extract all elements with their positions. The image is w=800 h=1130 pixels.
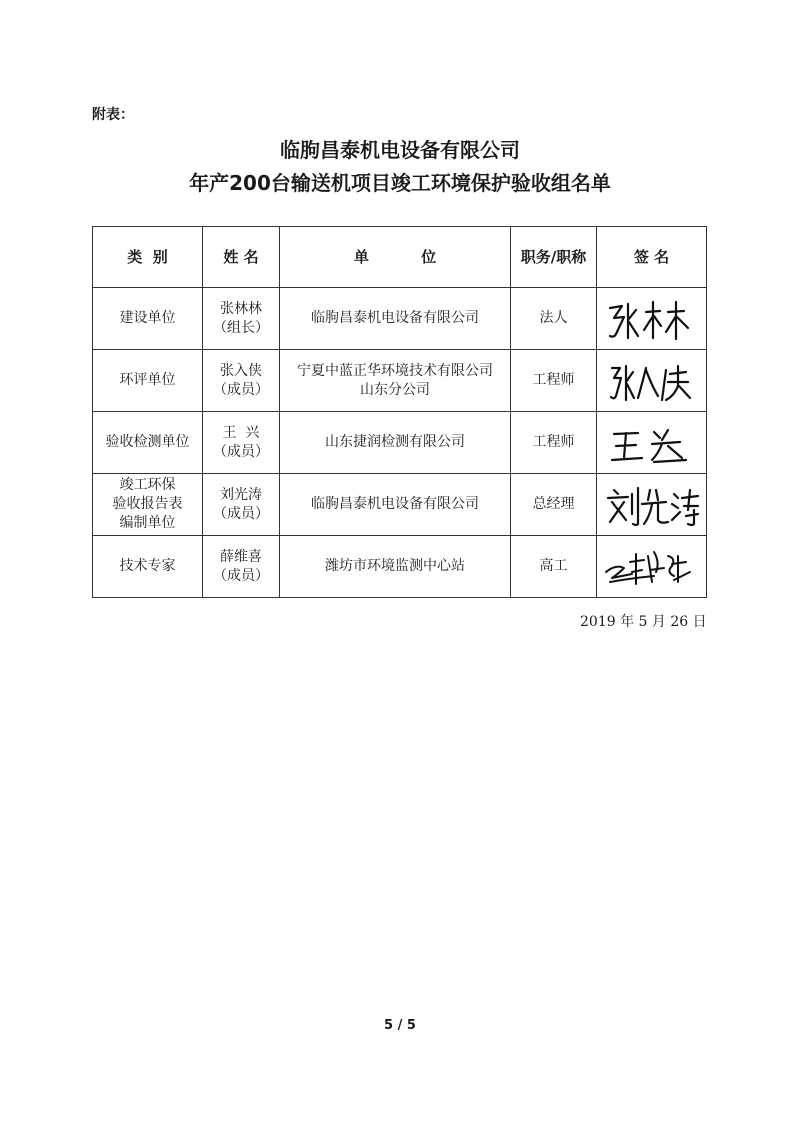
- table-header-row: [93, 227, 707, 288]
- handwritten-signature: [602, 356, 702, 406]
- position-cell: 工程师: [511, 350, 597, 412]
- table-row: [93, 474, 707, 536]
- unit-cell: [280, 412, 511, 474]
- handwritten-signature: [602, 542, 702, 592]
- position-cell: 工程师: [511, 412, 597, 474]
- position-cell: 总经理: [511, 474, 597, 536]
- category-text: 验收报告表: [112, 496, 183, 512]
- document-subtitle: 年产200台输送机项目竣工环境保护验收组名单: [189, 171, 611, 195]
- signature-cell: [597, 350, 707, 412]
- header-unit: 单 位: [280, 227, 511, 288]
- member-name: 刘光涛: [220, 486, 262, 503]
- member-name: 薛维喜: [220, 548, 262, 565]
- category-cell: [93, 288, 203, 350]
- member-role: （成员）: [213, 567, 269, 584]
- member-name: 张林林: [220, 300, 262, 317]
- table-row: [93, 412, 707, 474]
- unit-cell: [280, 474, 511, 536]
- unit-text: 宁夏中蓝正华环境技术有限公司: [297, 362, 493, 379]
- unit-text: 临朐昌泰机电设备有限公司: [311, 496, 479, 512]
- category-text: 编制单位: [119, 515, 176, 531]
- name-cell: [203, 474, 280, 536]
- unit-text: 山东分公司: [360, 381, 430, 398]
- header-signature: 签 名: [597, 227, 707, 288]
- position-cell: 法人: [511, 288, 597, 350]
- acceptance-team-table: [92, 226, 707, 598]
- member-name: 王 兴: [222, 424, 260, 441]
- position-cell: 高工: [511, 536, 597, 598]
- header-name: 姓 名: [203, 227, 280, 288]
- header-position: 职务/职称: [511, 227, 597, 288]
- category-cell: [93, 474, 203, 536]
- handwritten-signature: [602, 480, 702, 530]
- category-cell: [93, 536, 203, 598]
- signature-cell: [597, 474, 707, 536]
- member-role: （成员）: [213, 505, 269, 522]
- category-text: 竣工环保: [119, 477, 176, 493]
- unit-text: 山东捷润检测有限公司: [325, 434, 465, 450]
- signature-cell: [597, 536, 707, 598]
- category-cell: [93, 412, 203, 474]
- member-role: （成员）: [213, 443, 269, 460]
- category-text: 建设单位: [119, 310, 176, 326]
- member-role: （成员）: [213, 381, 269, 398]
- name-cell: [203, 412, 280, 474]
- table-row: [93, 536, 707, 598]
- name-cell: [203, 536, 280, 598]
- handwritten-signature: [602, 294, 702, 344]
- category-cell: [93, 350, 203, 412]
- name-cell: [203, 350, 280, 412]
- handwritten-signature: [602, 418, 702, 468]
- unit-cell: [280, 536, 511, 598]
- table-row: [93, 350, 707, 412]
- member-role: （组长）: [213, 319, 269, 336]
- unit-cell: [280, 350, 511, 412]
- signature-cell: [597, 412, 707, 474]
- category-text: 验收检测单位: [105, 434, 190, 450]
- table-row: [93, 288, 707, 350]
- appendix-label: 附表：: [92, 107, 134, 123]
- document-date: 2019 年 5 月 26 日: [580, 614, 707, 630]
- unit-cell: [280, 288, 511, 350]
- header-category: 类 别: [93, 227, 203, 288]
- unit-text: 临朐昌泰机电设备有限公司: [311, 310, 479, 326]
- name-cell: [203, 288, 280, 350]
- document-title: 临朐昌泰机电设备有限公司: [280, 138, 520, 162]
- category-text: 环评单位: [119, 372, 176, 388]
- member-name: 张入侠: [220, 362, 262, 379]
- unit-text: 潍坊市环境监测中心站: [325, 558, 465, 574]
- category-text: 技术专家: [119, 558, 176, 574]
- signature-cell: [597, 288, 707, 350]
- page-number: 5 / 5: [384, 1018, 416, 1033]
